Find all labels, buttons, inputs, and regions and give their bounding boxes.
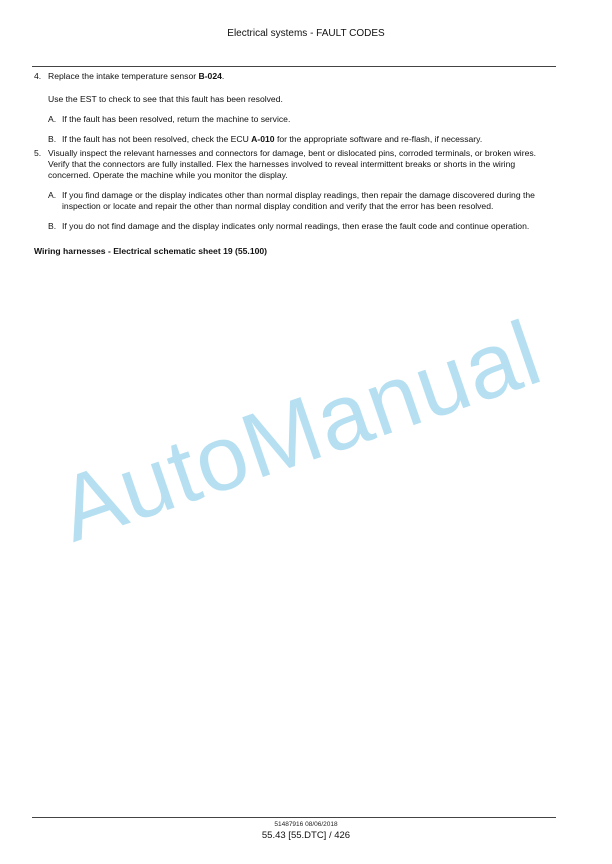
footer-divider <box>32 817 556 818</box>
substep-letter: A. <box>48 114 57 124</box>
page-header: Electrical systems - FAULT CODES <box>227 28 385 39</box>
substep-b <box>48 134 556 145</box>
wiring-harness-link[interactable]: Wiring harnesses - Electrical schematic sheet 19 (55.100) <box>34 246 268 256</box>
step-number: 4. <box>34 71 42 81</box>
substep-text-part: If the fault has not been resolved, check the ECU <box>62 134 252 144</box>
step-text-part: Replace the intake temperature sensor <box>48 71 199 81</box>
step-number: 5. <box>34 148 42 158</box>
substep-text <box>62 134 556 145</box>
step-text-part: . <box>221 71 225 81</box>
step-text <box>48 71 556 82</box>
substep-text: If you do not find damage and the display indicates only normal readings, then erase the fault code and continue operation. <box>62 221 530 231</box>
substep-text: If the fault has been resolved, return the machine to service. <box>62 114 291 124</box>
footer-page-number: 55.43 [55.DTC] / 426 <box>261 830 351 841</box>
substep-text-part: for the appropriate software and re-flash, if necessary. <box>274 134 483 144</box>
step-4 <box>34 71 556 145</box>
step-paragraph: Use the EST to check to see that this fault has been resolved. <box>48 94 283 104</box>
substep-letter: A. <box>48 190 57 200</box>
footer-doc-ref: 51487916 08/06/2018 <box>274 821 338 828</box>
step-text: Visually inspect the relevant harnesses and connectors for damage, bent or dislocated pins, corroded terminals, or broken wires. Verify that the connectors are fully installed. Flex the harnesses involved to reveal intermittent breaks or shorts in the wiring concerned. Operate the machine while you monitor the display. <box>48 148 537 180</box>
substep-letter: B. <box>48 134 57 144</box>
substep-text: If you find damage or the display indicates other than normal display readings, then repair the damage discovered during the inspection or locate and repair the other than normal display condition and verify that the error has been resolved. <box>62 190 535 211</box>
step-body <box>48 71 556 145</box>
step-body <box>48 148 556 232</box>
step-5 <box>34 148 556 232</box>
substep-a <box>48 114 556 125</box>
page-content <box>34 71 556 257</box>
substep-b <box>48 221 556 232</box>
substep-a <box>48 190 556 212</box>
component-code: A-010 <box>251 134 275 144</box>
component-code: B-024 <box>198 71 222 81</box>
header-divider <box>32 66 556 67</box>
substep-letter: B. <box>48 221 57 231</box>
watermark: AutoManual <box>46 301 554 562</box>
